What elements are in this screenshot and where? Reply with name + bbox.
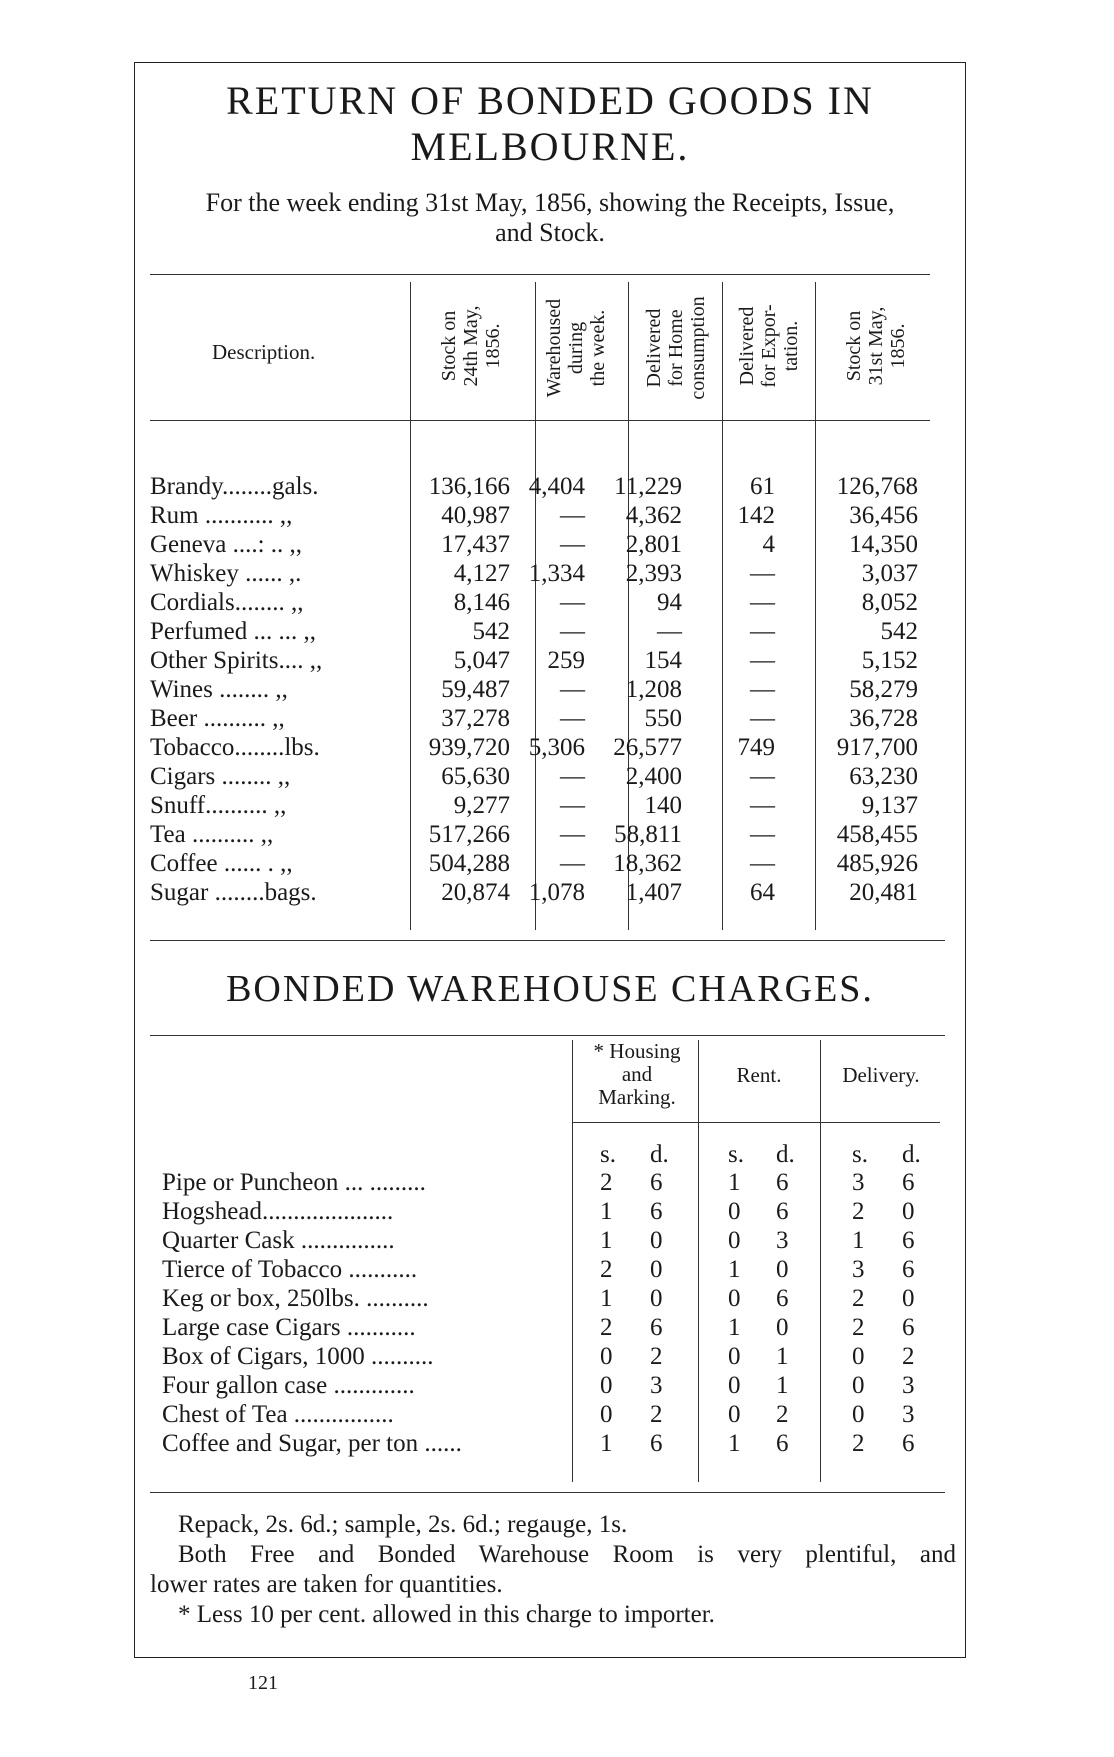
row-description: Coffee and Sugar, per ton ...... <box>162 1430 462 1457</box>
unit-s: s. <box>728 1141 744 1168</box>
description-header: Description. <box>212 340 316 364</box>
cell-stock-31st: 36,456 <box>849 502 918 529</box>
header-rent: Rent. <box>736 1063 782 1087</box>
cell-stock-24th: 65,630 <box>441 763 510 790</box>
row-description: Whiskey ...... ,. <box>150 560 302 587</box>
rent-d: 1 <box>776 1372 789 1399</box>
cell-warehoused: — <box>560 763 585 790</box>
table-row <box>162 1400 942 1429</box>
row-description: Tea .......... ,, <box>150 821 274 848</box>
page-title-line1: RETURN OF BONDED GOODS IN <box>226 78 874 123</box>
table-row <box>162 1255 942 1284</box>
rent-d: 6 <box>776 1169 789 1196</box>
unit-d: d. <box>650 1141 669 1168</box>
cell-stock-31st: 14,350 <box>849 531 918 558</box>
delivery-s: 2 <box>852 1198 865 1225</box>
rent-d: 6 <box>776 1430 789 1457</box>
delivery-s: 0 <box>852 1401 865 1428</box>
table-row <box>150 559 950 588</box>
table-row <box>162 1313 942 1342</box>
housing-s: 0 <box>600 1372 613 1399</box>
housing-s: 1 <box>600 1285 613 1312</box>
cell-delivered-export: 749 <box>737 734 775 761</box>
row-description: Hogshead..................... <box>162 1198 394 1225</box>
rent-s: 1 <box>728 1169 741 1196</box>
cell-stock-24th: 4,127 <box>453 560 510 587</box>
housing-d: 2 <box>650 1401 663 1428</box>
unit-d: d. <box>776 1141 795 1168</box>
row-description: Coffee ...... . ,, <box>150 850 293 877</box>
header-delivered-export: Delivered for Expor- tation. <box>736 304 802 388</box>
table-row <box>150 849 950 878</box>
cell-delivered-export: — <box>750 821 775 848</box>
cell-stock-31st: 63,230 <box>849 763 918 790</box>
page-title-line2: MELBOURNE. <box>410 124 690 169</box>
cell-stock-31st: 8,052 <box>861 589 918 616</box>
row-description: Four gallon case ............. <box>162 1372 415 1399</box>
row-description: Sugar ........bags. <box>150 879 317 906</box>
housing-s: 1 <box>600 1198 613 1225</box>
cell-stock-24th: 517,266 <box>428 821 510 848</box>
unit-s: s. <box>600 1141 616 1168</box>
cell-stock-31st: 126,768 <box>836 473 918 500</box>
cell-stock-24th: 37,278 <box>441 705 510 732</box>
unit-d: d. <box>902 1141 921 1168</box>
housing-s: 2 <box>600 1256 613 1283</box>
cell-warehoused: — <box>560 531 585 558</box>
cell-stock-24th: 40,987 <box>441 502 510 529</box>
delivery-s: 3 <box>852 1169 865 1196</box>
delivery-d: 2 <box>902 1343 915 1370</box>
table1-bottom-rule <box>150 940 945 941</box>
charges-top-rule <box>150 1035 945 1036</box>
cell-stock-31st: 20,481 <box>849 879 918 906</box>
delivery-d: 3 <box>902 1372 915 1399</box>
note-line4: * Less 10 per cent. allowed in this charge to importer. <box>178 1601 715 1628</box>
table-row <box>162 1342 942 1371</box>
header-delivered-home: Delivered for Home consumption <box>643 296 709 400</box>
rent-s: 0 <box>728 1227 741 1254</box>
cell-warehoused: 1,078 <box>528 879 585 906</box>
cell-stock-31st: 9,137 <box>861 792 918 819</box>
cell-delivered-export: 61 <box>750 473 775 500</box>
row-description: Cigars ........ ,, <box>150 763 291 790</box>
rent-d: 1 <box>776 1343 789 1370</box>
rent-s: 1 <box>728 1430 741 1457</box>
header-warehoused: Warehoused during the week. <box>543 298 609 398</box>
cell-delivered-export: — <box>750 676 775 703</box>
cell-warehoused: — <box>560 792 585 819</box>
cell-stock-31st: 3,037 <box>861 560 918 587</box>
cell-delivered-export: — <box>750 589 775 616</box>
table-row <box>150 530 950 559</box>
header-stock-24th: Stock on 24th May, 1856. <box>438 305 504 387</box>
cell-warehoused: — <box>560 676 585 703</box>
cell-delivered-export: — <box>750 705 775 732</box>
cell-delivered-home: 140 <box>644 792 682 819</box>
delivery-s: 2 <box>852 1430 865 1457</box>
cell-delivered-home: 58,811 <box>614 821 682 848</box>
rent-s: 0 <box>728 1401 741 1428</box>
table-row <box>150 820 950 849</box>
table-row <box>150 878 950 907</box>
cell-delivered-home: 94 <box>657 589 682 616</box>
cell-warehoused: — <box>560 821 585 848</box>
row-description: Chest of Tea ................ <box>162 1401 394 1428</box>
row-description: Beer .......... ,, <box>150 705 285 732</box>
charges-header-rule <box>572 1122 940 1123</box>
frame-bottom-rule <box>134 1657 966 1658</box>
housing-d: 0 <box>650 1256 663 1283</box>
delivery-d: 6 <box>902 1256 915 1283</box>
cell-delivered-export: — <box>750 763 775 790</box>
row-description: Tobacco........lbs. <box>150 734 320 761</box>
cell-warehoused: — <box>560 850 585 877</box>
row-description: Other Spirits.... ,, <box>150 647 323 674</box>
cell-delivered-home: 2,801 <box>625 531 682 558</box>
housing-d: 2 <box>650 1343 663 1370</box>
housing-s: 0 <box>600 1401 613 1428</box>
cell-delivered-export: 142 <box>737 502 775 529</box>
row-description: Tierce of Tobacco ........... <box>162 1256 418 1283</box>
row-description: Quarter Cask ............... <box>162 1227 395 1254</box>
table1-header-rule <box>150 420 930 421</box>
cell-stock-24th: 939,720 <box>428 734 510 761</box>
housing-d: 6 <box>650 1198 663 1225</box>
row-description: Geneva ....: .. ,, <box>150 531 303 558</box>
cell-delivered-export: — <box>750 560 775 587</box>
units-row <box>162 1140 942 1169</box>
header-stock-31st: Stock on 31st May, 1856. <box>843 306 909 386</box>
cell-delivered-home: 4,362 <box>625 502 682 529</box>
cell-stock-24th: 9,277 <box>453 792 510 819</box>
row-description: Snuff.......... ,, <box>150 792 287 819</box>
rent-d: 3 <box>776 1227 789 1254</box>
cell-stock-24th: 59,487 <box>441 676 510 703</box>
note-line1: Repack, 2s. 6d.; sample, 2s. 6d.; regauge, 1s. <box>178 1511 628 1538</box>
delivery-s: 0 <box>852 1343 865 1370</box>
cell-delivered-home: 11,229 <box>614 473 682 500</box>
table-row <box>162 1371 942 1400</box>
delivery-d: 6 <box>902 1314 915 1341</box>
table-row <box>150 791 950 820</box>
housing-s: 2 <box>600 1169 613 1196</box>
cell-delivered-home: 18,362 <box>613 850 682 877</box>
housing-d: 0 <box>650 1285 663 1312</box>
cell-stock-31st: 917,700 <box>836 734 918 761</box>
rent-d: 2 <box>776 1401 789 1428</box>
cell-delivered-export: 64 <box>750 879 775 906</box>
cell-delivered-export: — <box>750 647 775 674</box>
rent-s: 1 <box>728 1256 741 1283</box>
table-row <box>150 762 950 791</box>
cell-stock-24th: 504,288 <box>428 850 510 877</box>
table-row <box>162 1284 942 1313</box>
subtitle-line1: For the week ending 31st May, 1856, showing the Receipts, Issue, <box>205 188 895 217</box>
cell-stock-24th: 5,047 <box>453 647 510 674</box>
housing-d: 6 <box>650 1169 663 1196</box>
header-delivery: Delivery. <box>842 1063 920 1087</box>
cell-stock-31st: 5,152 <box>861 647 918 674</box>
table-row <box>150 704 950 733</box>
cell-delivered-export: — <box>750 792 775 819</box>
delivery-d: 0 <box>902 1285 915 1312</box>
cell-warehoused: 5,306 <box>528 734 585 761</box>
delivery-d: 6 <box>902 1430 915 1457</box>
cell-delivered-home: 2,400 <box>625 763 682 790</box>
cell-stock-31st: 458,455 <box>836 821 918 848</box>
delivery-s: 1 <box>852 1227 865 1254</box>
note-line3: lower rates are taken for quantities. <box>150 1571 503 1598</box>
cell-delivered-home: 154 <box>644 647 682 674</box>
row-description: Box of Cigars, 1000 .......... <box>162 1343 434 1370</box>
cell-warehoused: — <box>560 589 585 616</box>
note-line2: Both Free and Bonded Warehouse Room is very plentiful, and <box>178 1541 956 1568</box>
row-description: Wines ........ ,, <box>150 676 288 703</box>
table-row <box>162 1197 942 1226</box>
table-row <box>162 1226 942 1255</box>
cell-delivered-export: 4 <box>762 531 775 558</box>
delivery-s: 2 <box>852 1314 865 1341</box>
delivery-d: 6 <box>902 1169 915 1196</box>
cell-warehoused: 259 <box>547 647 585 674</box>
rent-s: 0 <box>728 1285 741 1312</box>
cell-stock-24th: 20,874 <box>441 879 510 906</box>
cell-warehoused: — <box>560 502 585 529</box>
row-description: Cordials........ ,, <box>150 589 304 616</box>
table-row <box>162 1168 942 1197</box>
row-description: Perfumed ... ... ,, <box>150 618 316 645</box>
housing-d: 6 <box>650 1314 663 1341</box>
notes-top-rule <box>150 1492 945 1493</box>
housing-s: 2 <box>600 1314 613 1341</box>
cell-warehoused: 1,334 <box>528 560 585 587</box>
page-number: 121 <box>248 1672 278 1694</box>
cell-delivered-export: — <box>750 618 775 645</box>
row-description: Large case Cigars ........... <box>162 1314 416 1341</box>
table-row <box>150 733 950 762</box>
cell-delivered-home: 550 <box>644 705 682 732</box>
header-housing: * Housing and Marking. <box>593 1039 681 1109</box>
rent-d: 6 <box>776 1198 789 1225</box>
table1-top-rule <box>150 274 930 275</box>
cell-delivered-home: — <box>657 618 682 645</box>
cell-delivered-home: 1,407 <box>625 879 682 906</box>
table-row <box>150 588 950 617</box>
cell-stock-24th: 17,437 <box>441 531 510 558</box>
charges-title: BONDED WAREHOUSE CHARGES. <box>226 968 874 1010</box>
table-row <box>150 472 950 501</box>
rent-s: 1 <box>728 1314 741 1341</box>
delivery-s: 2 <box>852 1285 865 1312</box>
row-description: Brandy........gals. <box>150 473 319 500</box>
rent-d: 0 <box>776 1314 789 1341</box>
delivery-s: 0 <box>852 1372 865 1399</box>
rent-d: 6 <box>776 1285 789 1312</box>
cell-delivered-export: — <box>750 850 775 877</box>
table-row <box>150 501 950 530</box>
unit-s: s. <box>852 1141 868 1168</box>
table-row <box>150 617 950 646</box>
cell-warehoused: 4,404 <box>528 473 585 500</box>
cell-delivered-home: 26,577 <box>613 734 682 761</box>
cell-delivered-home: 2,393 <box>625 560 682 587</box>
rent-s: 0 <box>728 1343 741 1370</box>
housing-d: 3 <box>650 1372 663 1399</box>
row-description: Rum ........... ,, <box>150 502 293 529</box>
delivery-s: 3 <box>852 1256 865 1283</box>
rent-d: 0 <box>776 1256 789 1283</box>
cell-stock-24th: 8,146 <box>453 589 510 616</box>
housing-s: 0 <box>600 1343 613 1370</box>
cell-stock-31st: 36,728 <box>849 705 918 732</box>
delivery-d: 6 <box>902 1227 915 1254</box>
rent-s: 0 <box>728 1198 741 1225</box>
housing-s: 1 <box>600 1430 613 1457</box>
cell-stock-31st: 58,279 <box>849 676 918 703</box>
row-description: Keg or box, 250lbs. .......... <box>162 1285 429 1312</box>
cell-stock-24th: 136,166 <box>428 473 510 500</box>
housing-d: 6 <box>650 1430 663 1457</box>
cell-delivered-home: 1,208 <box>625 676 682 703</box>
housing-d: 0 <box>650 1227 663 1254</box>
cell-stock-31st: 485,926 <box>836 850 918 877</box>
table-row <box>162 1429 942 1458</box>
cell-warehoused: — <box>560 705 585 732</box>
delivery-d: 3 <box>902 1401 915 1428</box>
housing-s: 1 <box>600 1227 613 1254</box>
delivery-d: 0 <box>902 1198 915 1225</box>
table-row <box>150 646 950 675</box>
cell-warehoused: — <box>560 618 585 645</box>
row-description: Pipe or Puncheon ... ......... <box>162 1169 426 1196</box>
cell-stock-31st: 542 <box>880 618 918 645</box>
subtitle-line2: and Stock. <box>495 218 605 247</box>
table-row <box>150 675 950 704</box>
cell-stock-24th: 542 <box>472 618 510 645</box>
rent-s: 0 <box>728 1372 741 1399</box>
